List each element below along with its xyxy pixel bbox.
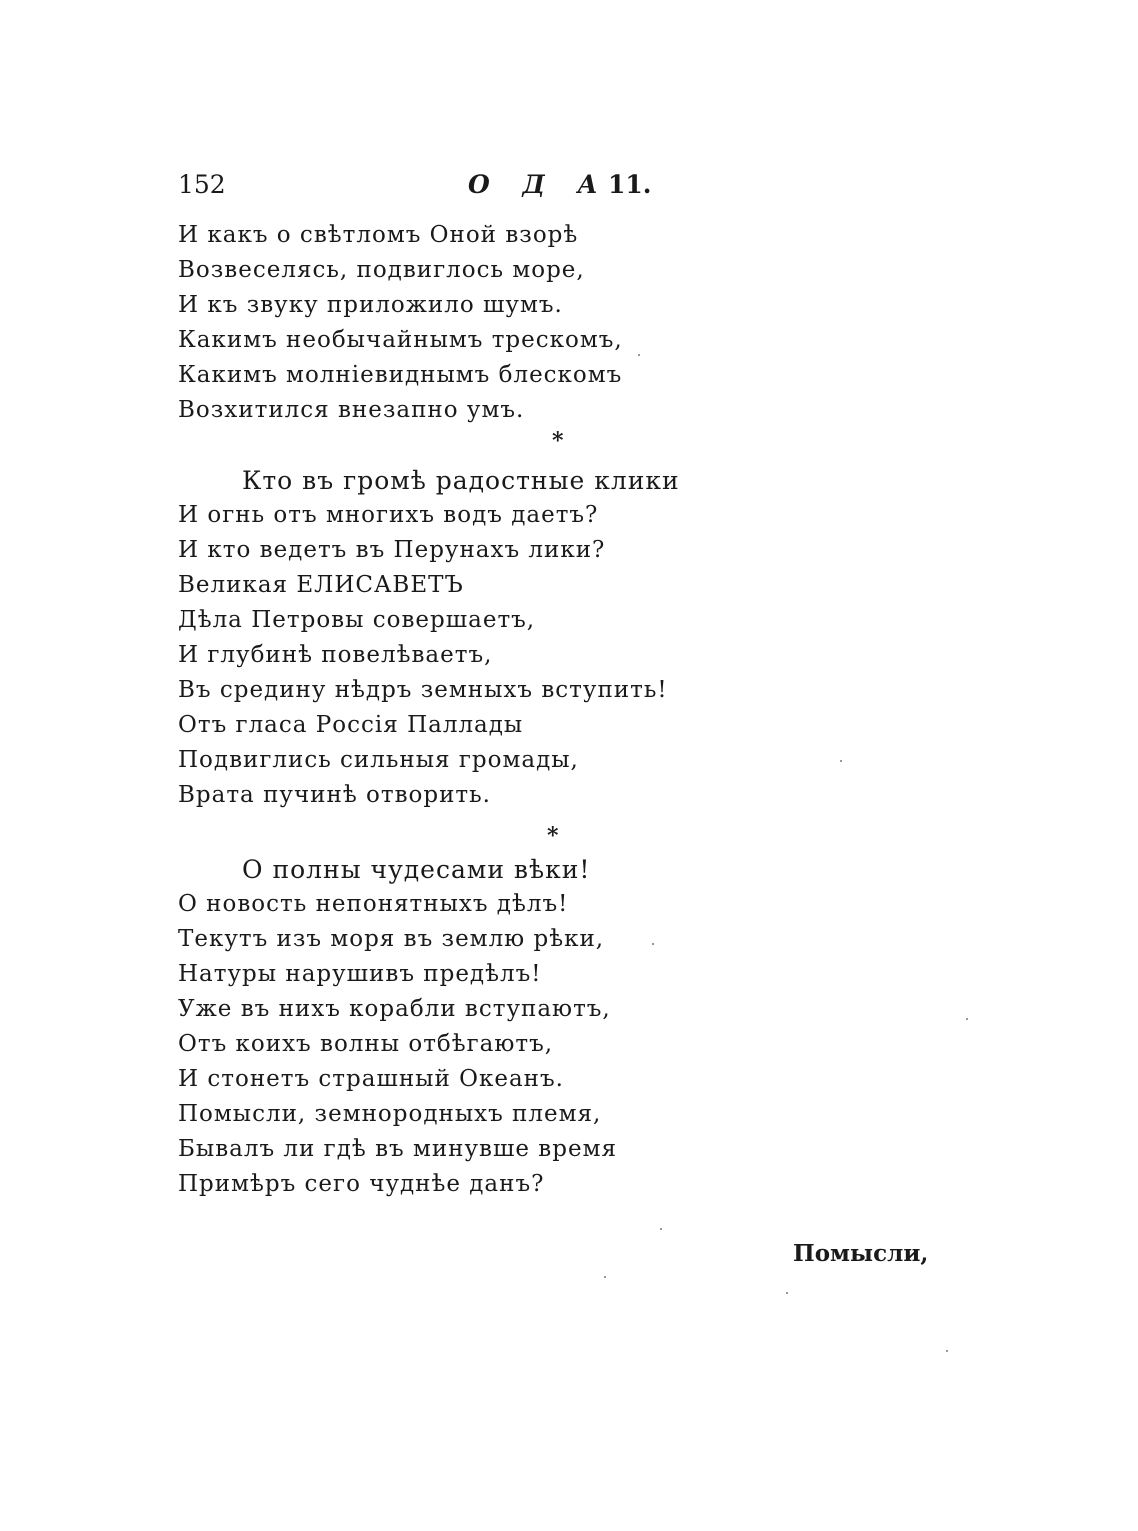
verse-line: Натуры нарушивъ предѣлъ! [178, 961, 542, 987]
verse-line: И глубинѣ повелѣваетъ, [178, 642, 493, 668]
verse-line: О новость непонятныхъ дѣлъ! [178, 891, 569, 917]
stanza-2 [178, 463, 680, 813]
verse-line: Отъ гласа Россiя Паллады [178, 712, 524, 738]
verse-line: Дѣла Петровы совершаетъ, [178, 607, 536, 633]
verse-line: Подвиглись сильныя громады, [178, 747, 579, 773]
verse-line: Отъ коихъ волны отбѣгаютъ, [178, 1031, 554, 1057]
verse-line: Какимъ необычайнымъ трескомъ, [178, 327, 623, 353]
verse-line: Въ средину нѣдръ земныхъ вступить! [178, 677, 668, 703]
verse-line: О полны чудесами вѣки! [242, 855, 591, 884]
running-header [178, 170, 678, 210]
verse-line: И кто ведетъ въ Перунахъ лики? [178, 537, 606, 563]
print-speck [840, 760, 842, 762]
stanza-3 [178, 852, 617, 1202]
verse-line: Бывалъ ли гдѣ въ минувше время [178, 1136, 617, 1162]
verse-line: Возхитился внезапно умъ. [178, 397, 525, 423]
stanza-separator: * [552, 428, 564, 454]
ode-number: 11. [608, 170, 652, 199]
print-speck [786, 1292, 788, 1294]
verse-line: И къ звуку приложило шумъ. [178, 292, 563, 318]
print-speck [966, 1018, 968, 1020]
verse-line: Кто въ громѣ радостные клики [242, 466, 680, 495]
verse-line: И какъ о свѣтломъ Оной взорѣ [178, 222, 579, 248]
stanza-separator: * [547, 823, 559, 849]
verse-line: Великая ЕЛИСАВЕТЪ [178, 572, 464, 598]
verse-line: Примѣръ сего чуднѣе данъ? [178, 1171, 545, 1197]
verse-line: Возвеселясь, подвиглось море, [178, 257, 585, 283]
verse-line: Текутъ изъ моря въ землю рѣки, [178, 926, 605, 952]
verse-line: Помысли, земнородныхъ племя, [178, 1101, 602, 1127]
print-speck [638, 354, 640, 356]
running-title: О Д А [468, 170, 610, 199]
print-speck [946, 1350, 948, 1352]
print-speck [604, 1276, 606, 1278]
stanza-1 [178, 218, 623, 428]
catchword: Помысли, [793, 1240, 929, 1267]
verse-line: Уже въ нихъ корабли вступаютъ, [178, 996, 611, 1022]
verse-line: Врата пучинѣ отворить. [178, 782, 491, 808]
page-number: 152 [178, 170, 226, 199]
print-speck [652, 943, 654, 945]
verse-line: И огнь отъ многихъ водъ даетъ? [178, 502, 599, 528]
print-speck [660, 1228, 662, 1230]
verse-line: И стонетъ страшный Океанъ. [178, 1066, 564, 1092]
verse-line: Какимъ молнiевиднымъ блескомъ [178, 362, 623, 388]
